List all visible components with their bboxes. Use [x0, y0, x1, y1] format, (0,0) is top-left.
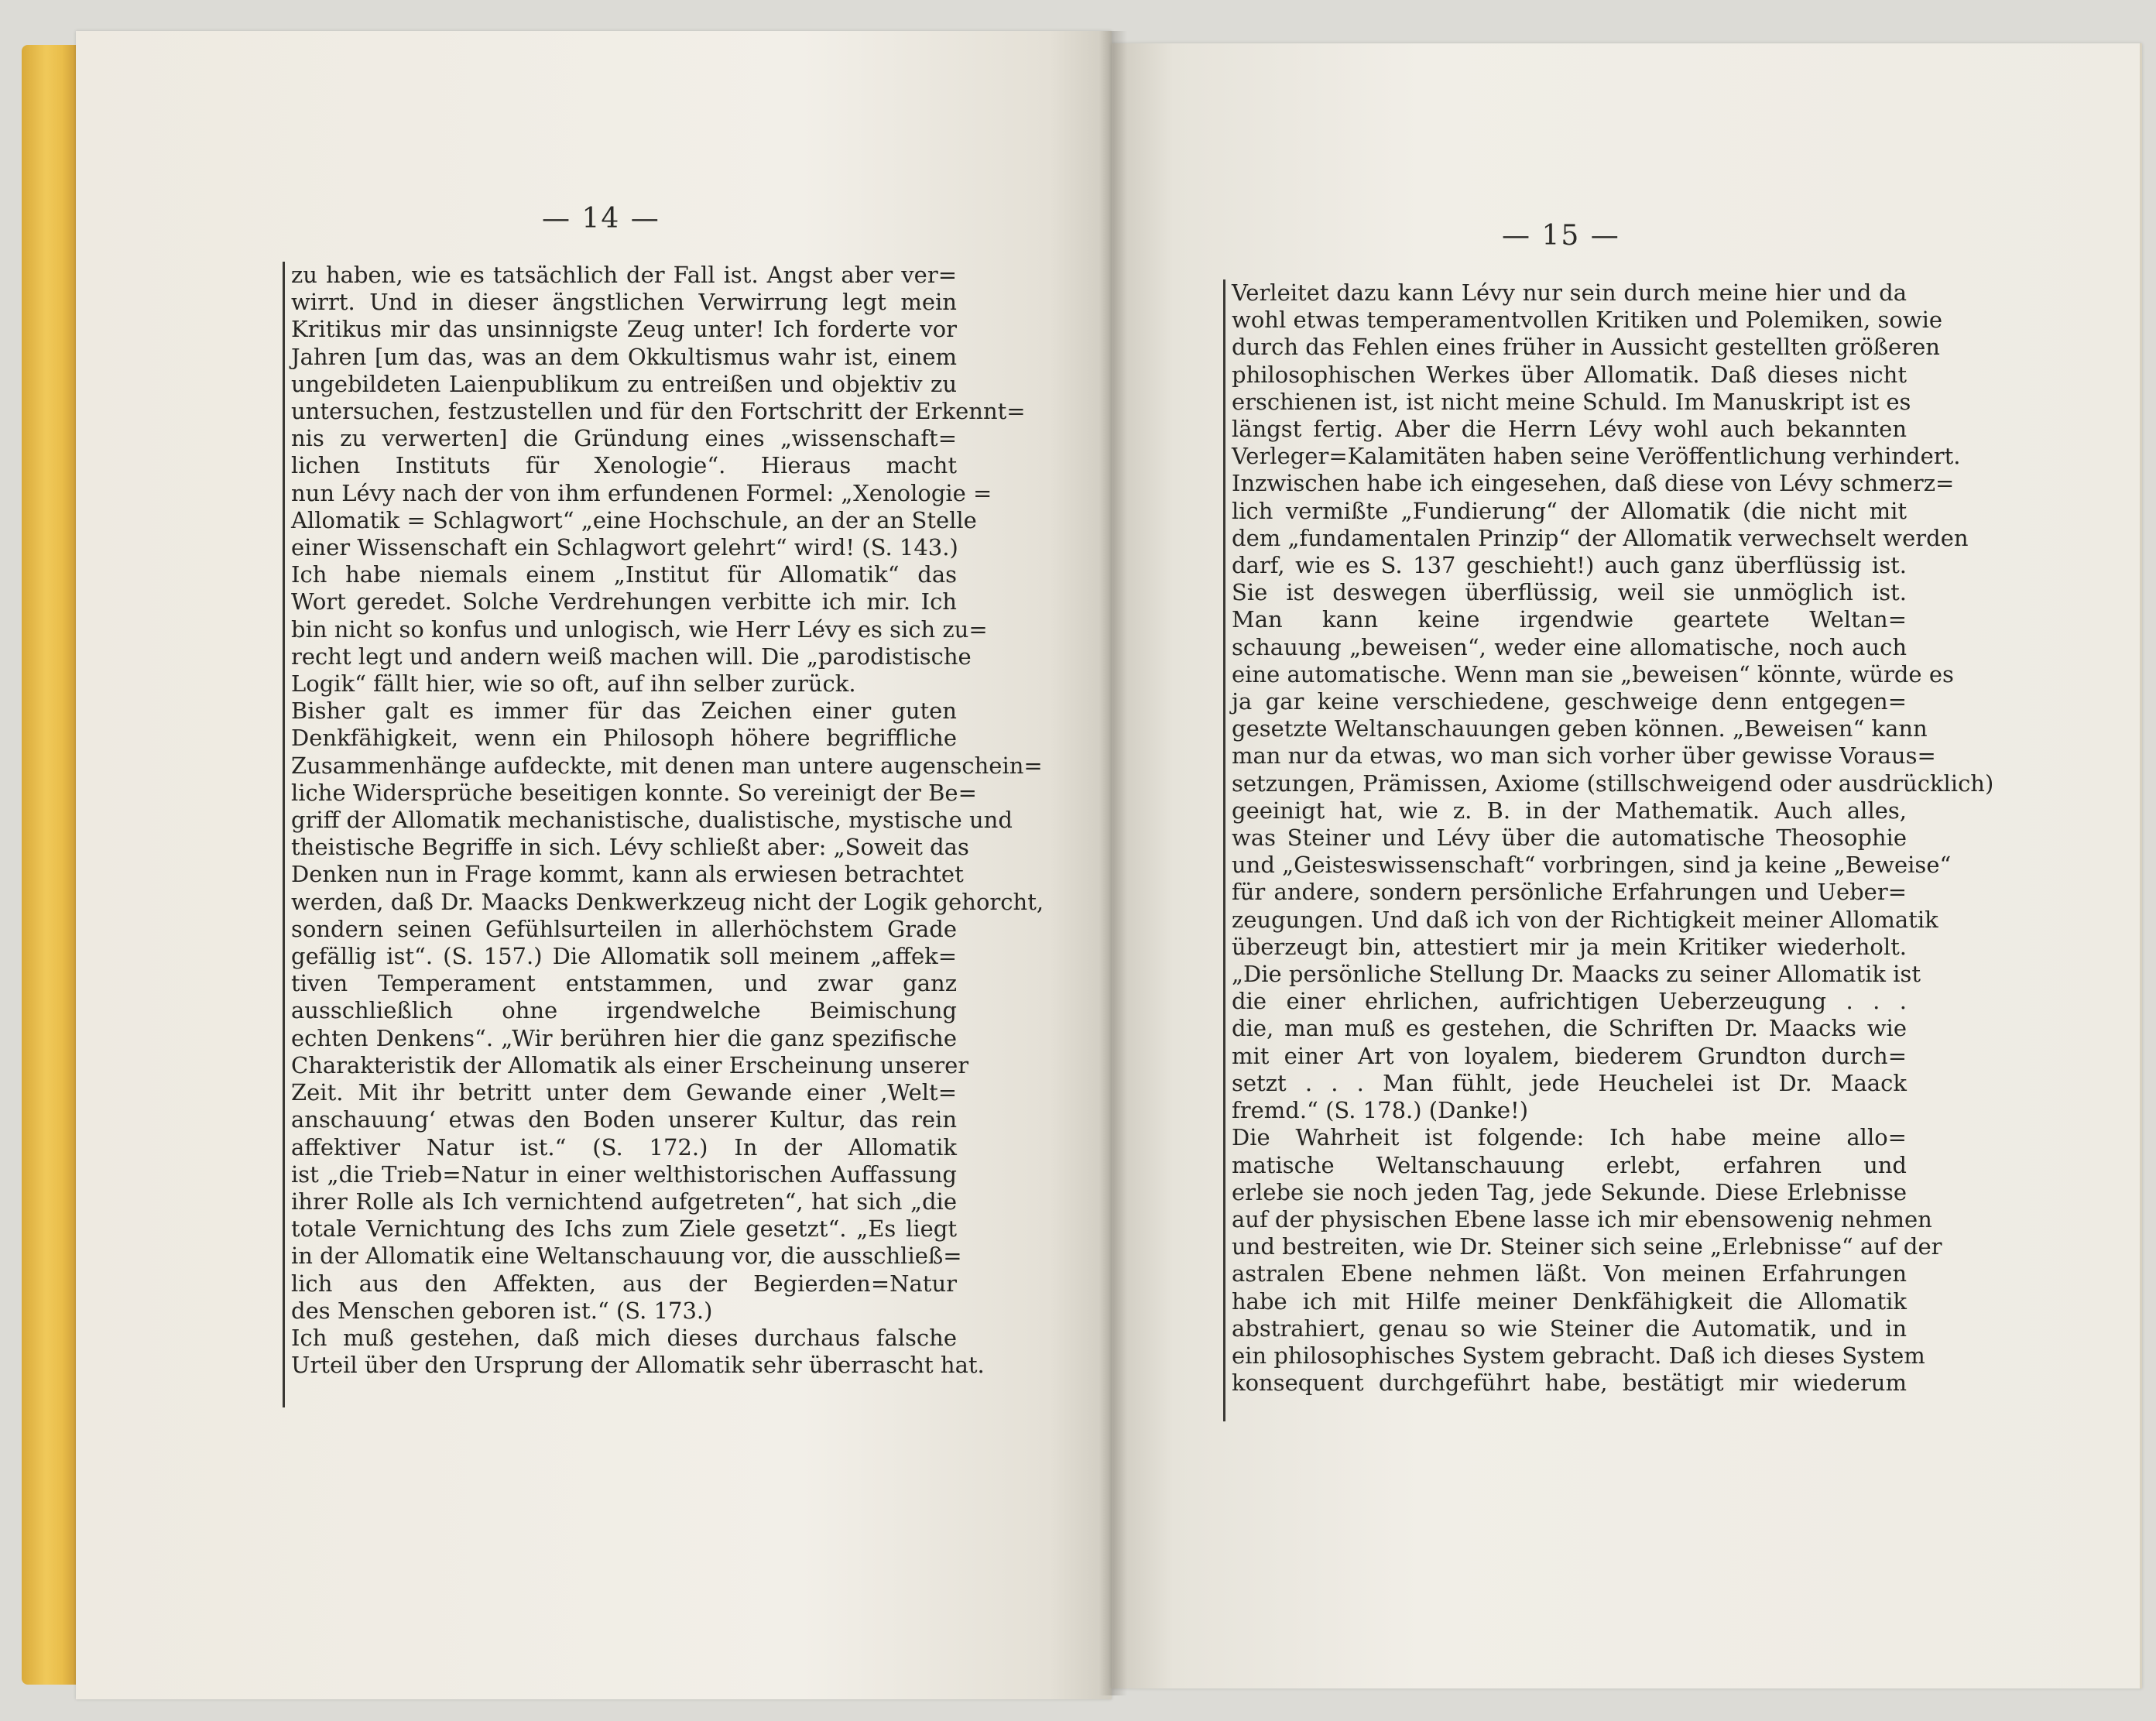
text-line: gefällig ist“. (S. 157.) Die Allomatik soll meinem „affek= — [291, 943, 957, 970]
text-line: affektiver Natur ist.“ (S. 172.) In der Allomatik — [291, 1133, 957, 1160]
text-line: ausschließlich ohne irgendwelche Beimischung — [291, 997, 957, 1024]
text-line: echten Denkens“. „Wir berühren hier die ganz spezifische — [291, 1024, 957, 1051]
text-line: nis zu verwerten] die Gründung eines „wissenschaft= — [291, 425, 957, 452]
text-line: Inzwischen habe ich eingesehen, daß diese von Lévy schmerz= — [1232, 470, 1955, 497]
text-line: dem „fundamentalen Prinzip“ der Allomatik verwechselt werden — [1232, 524, 1969, 551]
text-line: fremd.“ (S. 178.) (Danke!) — [1232, 1097, 1529, 1124]
text-line: Allomatik = Schlagwort“ „eine Hochschule, an der an Stelle — [291, 506, 977, 533]
text-line: philosophischen Werkes über Allomatik. Daß dieses nicht — [1232, 361, 1907, 388]
right-page-text — [1223, 279, 1994, 1421]
text-line: erlebe sie noch jeden Tag, jede Sekunde. Diese Erlebnisse — [1232, 1178, 1907, 1205]
text-line: des Menschen geboren ist.“ (S. 173.) — [291, 1297, 713, 1324]
text-line: setzt . . . Man fühlt, jede Heuchelei ist Dr. Maack — [1232, 1069, 1907, 1096]
text-line: ihrer Rolle als Ich vernichtend aufgetreten“, hat sich „die — [291, 1188, 957, 1215]
text-line: lichen Instituts für Xenologie“. Hieraus macht — [291, 452, 957, 479]
text-line: habe ich mit Hilfe meiner Denkfähigkeit die Allomatik — [1232, 1287, 1907, 1315]
page-number-left: — 14 — — [542, 203, 660, 235]
text-line: liche Widersprüche beseitigen konnte. So vereinigt der Be= — [291, 779, 977, 806]
text-line: längst fertig. Aber die Herrn Lévy wohl auch bekannten — [1232, 416, 1907, 443]
text-line: sondern seinen Gefühlsurteilen in allerhöchstem Grade — [291, 915, 957, 942]
text-line: was Steiner und Lévy über die automatische Theosophie — [1232, 825, 1907, 852]
text-line: anschauung‘ etwas den Boden unserer Kultur, das rein — [291, 1106, 957, 1133]
text-line: lich aus den Affekten, aus der Begierden=Natur — [291, 1270, 957, 1297]
text-line: geeinigt hat, wie z. B. in der Mathematik. Auch alles, — [1232, 797, 1907, 824]
text-line: mit einer Art von loyalem, biederem Grundton durch= — [1232, 1042, 1907, 1069]
text-line: Zusammenhänge aufdeckte, mit denen man untere augenschein= — [291, 752, 1043, 779]
text-line: überzeugt bin, attestiert mir ja mein Kritiker wiederholt. — [1232, 933, 1907, 960]
text-line: Die Wahrheit ist folgende: Ich habe meine allo= — [1232, 1124, 1907, 1151]
text-line: nun Lévy nach der von ihm erfundenen Formel: „Xenologie = — [291, 479, 992, 506]
text-line: untersuchen, festzustellen und für den Fortschritt der Erkennt= — [291, 398, 1026, 425]
text-line: Denken nun in Frage kommt, kann als erwiesen betrachtet — [291, 861, 964, 888]
text-line: Jahren [um das, was an dem Okkultismus wahr ist, einem — [291, 343, 957, 370]
text-line: astralen Ebene nehmen läßt. Von meinen Erfahrungen — [1232, 1260, 1907, 1287]
text-line: die einer ehrlichen, aufrichtigen Ueberzeugung . . . — [1232, 988, 1907, 1015]
text-line: theistische Begriffe in sich. Lévy schließt aber: „Soweit das — [291, 834, 969, 861]
text-line: tiven Temperament entstammen, und zwar ganz — [291, 970, 957, 997]
text-line: ungebildeten Laienpublikum zu entreißen und objektiv zu — [291, 370, 957, 397]
text-line: Bisher galt es immer für das Zeichen einer guten — [291, 698, 957, 725]
book-cover-edge — [22, 45, 76, 1685]
text-line: in der Allomatik eine Weltanschauung vor, die ausschließ= — [291, 1243, 962, 1270]
text-line: erschienen ist, ist nicht meine Schuld. Im Manuskript ist es — [1232, 388, 1911, 415]
text-line: abstrahiert, genau so wie Steiner die Automatik, und in — [1232, 1315, 1907, 1342]
text-line: schauung „beweisen“, weder eine allomatische, noch auch — [1232, 633, 1907, 660]
text-line: auf der physischen Ebene lasse ich mir ebensowenig nehmen — [1232, 1205, 1932, 1232]
text-line: Logik“ fällt hier, wie so oft, auf ihn selber zurück. — [291, 670, 856, 698]
text-line: zeugungen. Und daß ich von der Richtigkeit meiner Allomatik — [1232, 906, 1938, 933]
text-line: Kritikus mir das unsinnigste Zeug unter! Ich forderte vor — [291, 316, 957, 343]
text-line: konsequent durchgeführt habe, bestätigt mir wiederum — [1232, 1370, 1907, 1397]
text-line: und „Geisteswissenschaft“ vorbringen, sind ja keine „Beweise“ — [1232, 852, 1952, 879]
text-line: werden, daß Dr. Maacks Denkwerkzeug nicht der Logik gehorcht, — [291, 888, 1044, 915]
text-line: einer Wissenschaft ein Schlagwort gelehrt“ wird! (S. 143.) — [291, 534, 958, 561]
text-line: Verleitet dazu kann Lévy nur sein durch meine hier und da — [1232, 279, 1907, 306]
text-line: wirrt. Und in dieser ängstlichen Verwirrung legt mein — [291, 289, 957, 316]
text-line: bin nicht so konfus und unlogisch, wie Herr Lévy es sich zu= — [291, 615, 988, 643]
text-line: die, man muß es gestehen, die Schriften Dr. Maacks wie — [1232, 1015, 1907, 1042]
text-line: Denkfähigkeit, wenn ein Philosoph höhere begriffliche — [291, 725, 957, 752]
text-line: setzungen, Prämissen, Axiome (stillschweigend oder ausdrücklich) — [1232, 770, 1994, 797]
text-line: „Die persönliche Stellung Dr. Maacks zu seiner Allomatik ist — [1232, 961, 1921, 988]
text-line: Sie ist deswegen überflüssig, weil sie unmöglich ist. — [1232, 579, 1907, 606]
text-line: man nur da etwas, wo man sich vorher über gewisse Voraus= — [1232, 742, 1936, 770]
text-line: totale Vernichtung des Ichs zum Ziele gesetzt“. „Es liegt — [291, 1215, 957, 1243]
text-line: und bestreiten, wie Dr. Steiner sich seine „Erlebnisse“ auf der — [1232, 1233, 1942, 1260]
text-line: Verleger=Kalamitäten haben seine Veröffentlichung verhindert. — [1232, 443, 1961, 470]
text-line: ist „die Trieb=Natur in einer welthistorischen Auffassung — [291, 1160, 957, 1188]
text-line: lich vermißte „Fundierung“ der Allomatik (die nicht mit — [1232, 497, 1907, 524]
text-line: Zeit. Mit ihr betritt unter dem Gewande einer ‚Welt= — [291, 1079, 957, 1106]
text-line: eine automatische. Wenn man sie „beweisen“ könnte, würde es — [1232, 660, 1954, 687]
text-line: Man kann keine irgendwie geartete Weltan= — [1232, 606, 1907, 633]
text-line: Wort geredet. Solche Verdrehungen verbitte ich mir. Ich — [291, 588, 957, 615]
text-line: wohl etwas temperamentvollen Kritiken und Polemiken, sowie — [1232, 307, 1943, 334]
text-line: griff der Allomatik mechanistische, dualistische, mystische und — [291, 807, 1013, 834]
text-line: recht legt und andern weiß machen will. Die „parodistische — [291, 643, 972, 670]
text-line: ein philosophisches System gebracht. Daß ich dieses System — [1232, 1342, 1925, 1369]
text-line: Charakteristik der Allomatik als einer Erscheinung unserer — [291, 1051, 969, 1078]
text-line: darf, wie es S. 137 geschieht!) auch ganz überflüssig ist. — [1232, 552, 1907, 579]
text-line: Urteil über den Ursprung der Allomatik sehr überrascht hat. — [291, 1352, 985, 1379]
text-line: Ich habe niemals einem „Institut für Allomatik“ das — [291, 561, 957, 588]
text-line: durch das Fehlen eines früher in Aussicht gestellten größeren — [1232, 334, 1940, 361]
text-line: zu haben, wie es tatsächlich der Fall ist. Angst aber ver= — [291, 262, 957, 288]
text-line: ja gar keine verschiedene, geschweige denn entgegen= — [1232, 688, 1907, 715]
book-gutter — [1099, 31, 1127, 1695]
left-page-text — [283, 262, 1044, 1407]
text-line: für andere, sondern persönliche Erfahrungen und Ueber= — [1232, 879, 1907, 906]
text-line: Ich muß gestehen, daß mich dieses durchaus falsche — [291, 1324, 957, 1351]
page-number-right: — 15 — — [1502, 220, 1620, 252]
text-line: gesetzte Weltanschauungen geben können. „Beweisen“ kann — [1232, 715, 1928, 742]
text-line: matische Weltanschauung erlebt, erfahren und — [1232, 1151, 1907, 1178]
